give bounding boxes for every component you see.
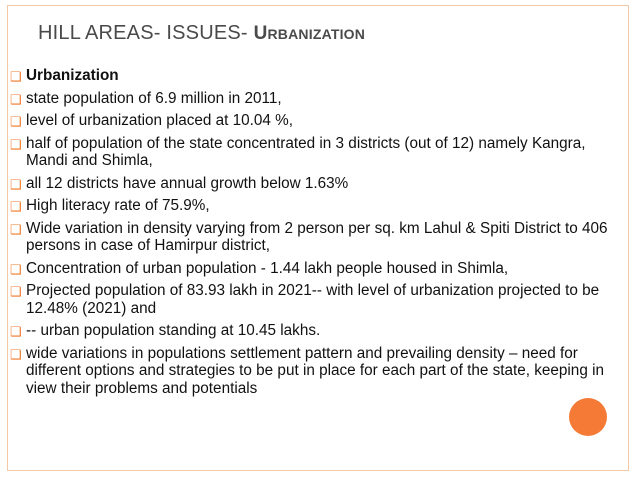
bullet-icon: ❑ [10,176,22,192]
title-emph-first: U [253,23,268,44]
bullet-item [10,90,630,108]
title-prefix: HILL AREAS- ISSUES- [38,22,254,44]
bullet-icon: ❑ [10,136,22,152]
bullet-text: Urbanization [26,67,119,84]
bullet-text: Concentration of urban population - 1.44 lakh people housed in Shimla, [26,259,509,277]
bullet-item [10,322,630,340]
bullet-icon: ❑ [10,69,22,84]
bullet-icon: ❑ [10,199,22,214]
bullet-item [10,260,630,278]
bullet-item [10,220,630,255]
bullet-icon: ❑ [10,91,22,107]
decorative-circle [569,398,607,436]
bullet-icon: ❑ [10,114,22,129]
slide-title [38,22,365,45]
bullet-icon: ❑ [10,346,22,362]
bullet-text: level of urbanization placed at 10.04 %, [26,112,294,129]
bullet-icon: ❑ [10,261,22,277]
bullet-item [10,112,630,130]
bullet-text: -- urban population standing at 10.45 lakhs. [26,322,321,339]
bullet-item [10,175,630,193]
bullet-text: half of population of the state concentrated in 3 districts (out of 12) namely Kangra, Mandi and Shimla, [26,134,586,169]
bullet-text: High literacy rate of 75.9%, [26,197,210,214]
bullet-item [10,282,630,317]
title-emph-rest: RBANIZATION [267,26,366,42]
bullet-icon: ❑ [10,324,22,339]
bullet-text: Projected population of 83.93 lakh in 2021-- with level of urbanization projected to be 12.48% (2021) and [26,282,600,317]
bullet-text: all 12 districts have annual growth below 1.63% [26,174,349,192]
bullet-item [10,67,630,85]
bullet-icon: ❑ [10,221,22,237]
bullet-list [10,67,630,402]
bullet-text: wide variations in populations settlement pattern and prevailing density – need for different options and strategies to be put in place for each part of the state, keeping in view their problems and potentials [26,344,604,397]
bullet-item [10,197,630,215]
bullet-icon: ❑ [10,284,22,299]
bullet-text: Wide variation in density varying from 2 person per sq. km Lahul & Spiti District to 406 persons in case of Hamirpur district, [26,219,608,254]
bullet-item [10,345,630,398]
bullet-text: state population of 6.9 million in 2011, [26,89,282,107]
bullet-item [10,135,630,170]
